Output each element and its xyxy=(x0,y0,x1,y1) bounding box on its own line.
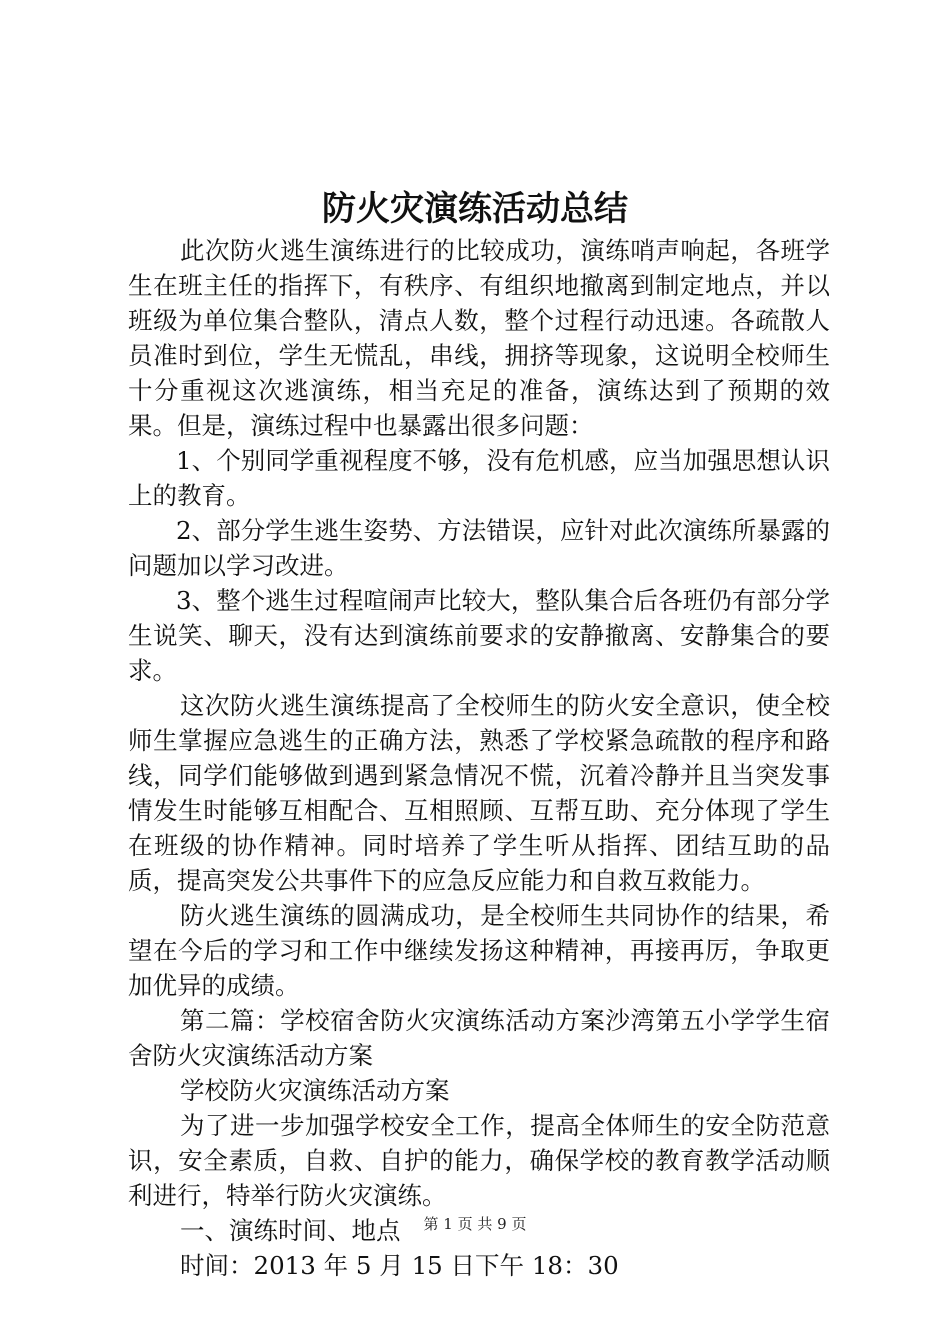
paragraph-issue-1: 1、个别同学重视程度不够，没有危机感，应当加强思想认识上的教育。 xyxy=(128,446,830,510)
paragraph-issue-3: 3、整个逃生过程喧闹声比较大，整队集合后各班仍有部分学生说笑、聊天，没有达到演练前要求的安静撤离、安静集合的要求。 xyxy=(128,586,830,685)
paragraph-improvement: 这次防火逃生演练提高了全校师生的防火安全意识，使全校师生掌握应急逃生的正确方法，熟悉了学校紧急疏散的程序和路线，同学们能够做到遇到紧急情况不慌，沉着冷静并且当突发事情发生时能够互相配合、互相照顾、互帮互助、充分体现了学生在班级的协作精神。同时培养了学生听从指挥、团结互助的品质，提高突发公共事件下的应急反应能力和自救互救能力。 xyxy=(128,691,830,895)
paragraph-time: 时间：2013 年 5 月 15 日下午 18：30 xyxy=(180,1251,619,1280)
section-heading-time-place: 一、演练时间、地点 xyxy=(180,1216,401,1245)
section-heading-part-two: 第二篇：学校宿舍防火灾演练活动方案沙湾第五小学学生宿舍防火灾演练活动方案 xyxy=(128,1006,830,1070)
plan-title: 学校防火灾演练活动方案 xyxy=(180,1076,450,1105)
paragraph-issue-2: 2、部分学生逃生姿势、方法错误，应针对此次演练所暴露的问题加以学习改进。 xyxy=(128,516,830,580)
page-footer: 第 1 页 共 9 页 xyxy=(423,1215,527,1233)
document-body xyxy=(128,233,830,1283)
document-title: 防火灾演练活动总结 xyxy=(322,189,628,229)
paragraph-summary: 此次防火逃生演练进行的比较成功，演练哨声响起，各班学生在班主任的指挥下，有秩序、有组织地撤离到制定地点，并以班级为单位集合整队，清点人数，整个过程行动迅速。各疏散人员准时到位，学生无慌乱，串线，拥挤等现象，这说明全校师生十分重视这次逃演练，相当充足的准备，演练达到了预期的效果。但是，演练过程中也暴露出很多问题： xyxy=(128,236,830,440)
paragraph-plan-purpose: 为了进一步加强学校安全工作，提高全体师生的安全防范意识，安全素质，自救、自护的能力，确保学校的教育教学活动顺利进行，特举行防火灾演练。 xyxy=(128,1111,830,1210)
paragraph-conclusion: 防火逃生演练的圆满成功，是全校师生共同协作的结果，希望在今后的学习和工作中继续发扬这种精神，再接再厉，争取更加优异的成绩。 xyxy=(128,901,830,1000)
